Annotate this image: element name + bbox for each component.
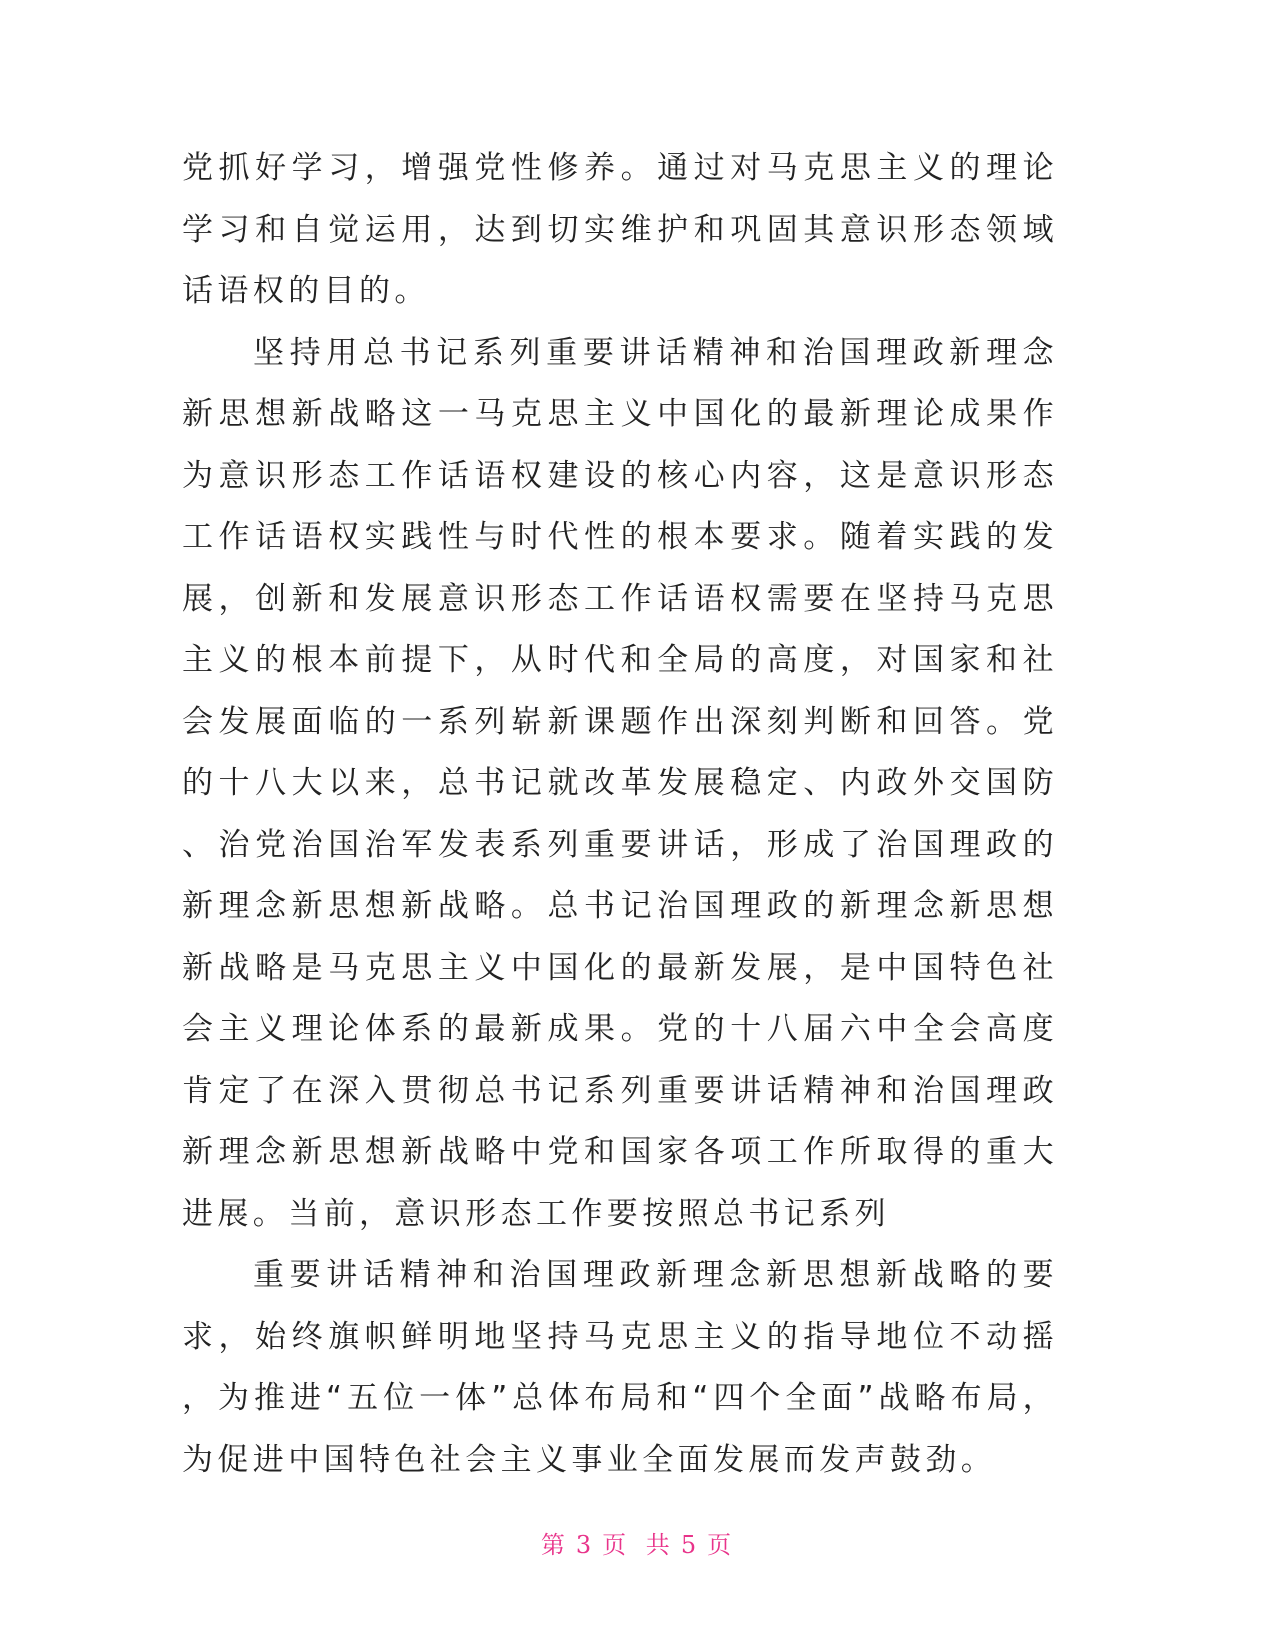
paragraph-2: 坚持用总书记系列重要讲话精神和治国理政新理念新思想新战略这一马克思主义中国化的最新理论成果作为意识形态工作话语权建设的核心内容，这是意识形态工作话语权实践性与时代性的根本要求。随着实践的发展，创新和发展意识形态工作话语权需要在坚持马克思主义的根本前提下，从时代和全局的高度，对国家和社会发展面临的一系列崭新课题作出深刻判断和回答。党的十八大以来，总书记就改革发展稳定、内政外交国防、治党治国治军发表系列重要讲话，形成了治国理政的新理念新思想新战略。总书记治国理政的新理念新思想新战略是马克思主义中国化的最新发展，是中国特色社会主义理论体系的最新成果。党的十八届六中全会高度肯定了在深入贯彻总书记系列重要讲话精神和治国理政新理念新思想新战略中党和国家各项工作所取得的重大进展。当前，意识形态工作要按照总书记系列: [182, 334, 1058, 1232]
footer-total-pages: 5: [680, 1531, 700, 1559]
paragraph-1: 党抓好学习，增强党性修养。通过对马克思主义的理论学习和自觉运用，达到切实维护和巩固其意识形态领域话语权的目的。: [182, 150, 1058, 309]
paragraph-3: 重要讲话精神和治国理政新理念新思想新战略的要求，始终旗帜鲜明地坚持马克思主义的指导地位不动摇，为推进“五位一体”总体布局和“四个全面”战略布局，为促进中国特色社会主义事业全面发展而发声鼓劲。: [182, 1257, 1058, 1478]
body-text: [182, 138, 1058, 1491]
footer-prefix: 第: [540, 1531, 568, 1559]
page-footer: [0, 1525, 1275, 1560]
footer-suffix: 页: [707, 1531, 735, 1559]
footer-page-number: 3: [575, 1531, 595, 1559]
footer-middle: 页 共: [602, 1531, 673, 1559]
